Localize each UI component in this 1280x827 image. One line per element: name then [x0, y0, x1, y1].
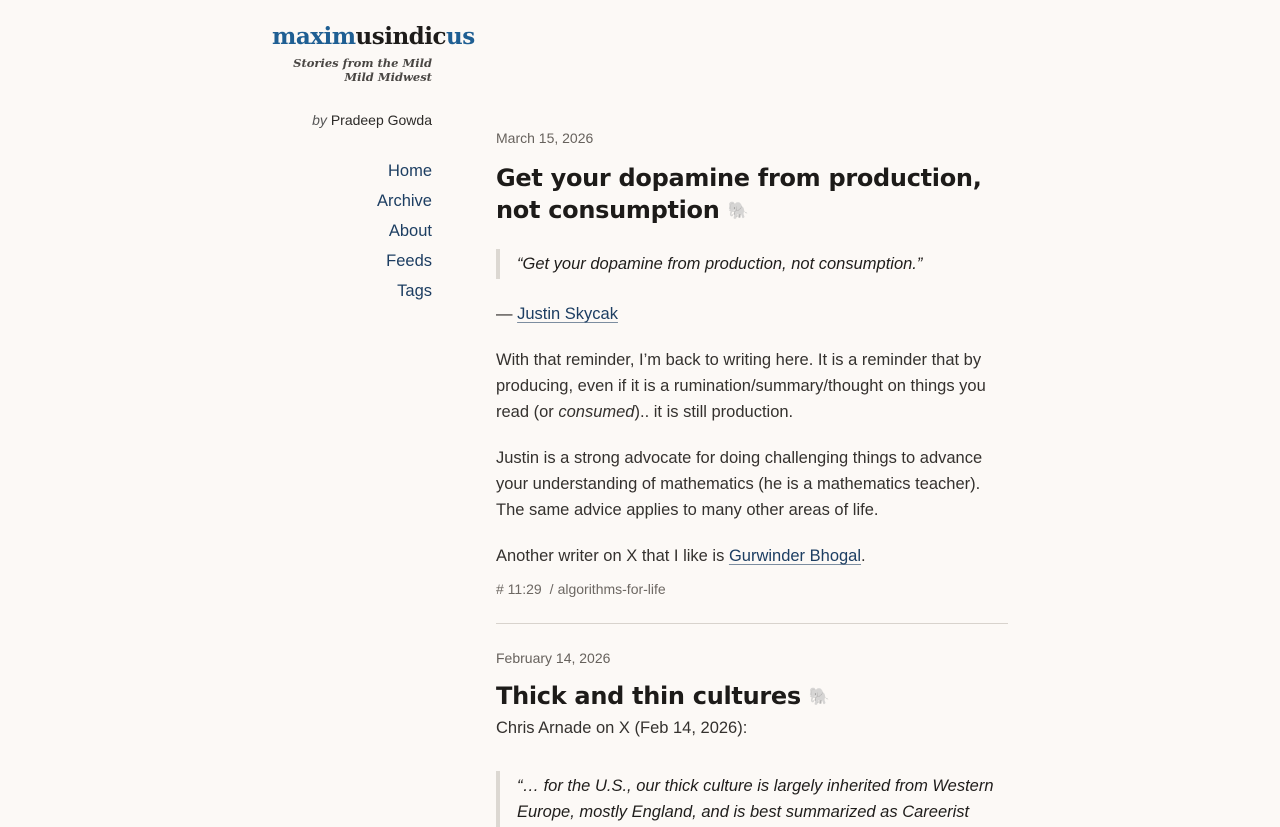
- byline-by: by: [312, 112, 327, 128]
- post-meta: [496, 579, 1008, 599]
- author-link-justin-skycak[interactable]: Justin Skycak: [517, 305, 618, 323]
- post-quote: “… for the U.S., our thick culture is largely inherited from Western Europe, mostly England, and is best summarized as Careerist: [496, 771, 1008, 827]
- elephant-icon[interactable]: 🐘: [808, 687, 830, 707]
- author-byline: [272, 112, 432, 128]
- link-gurwinder-bhogal[interactable]: Gurwinder Bhogal: [728, 547, 862, 565]
- post-paragraph: [496, 347, 1008, 425]
- elephant-icon[interactable]: 🐘: [727, 201, 749, 221]
- sidebar: [272, 22, 475, 306]
- paragraph-text: .: [861, 547, 866, 565]
- tag-separator: /: [549, 581, 554, 597]
- nav-tags[interactable]: Tags: [397, 282, 432, 300]
- post-title: [496, 162, 1008, 227]
- site-logo-link[interactable]: [272, 22, 475, 52]
- site-tagline: [272, 56, 432, 84]
- post-permalink[interactable]: # 11:29: [496, 581, 542, 597]
- nav-about[interactable]: About: [388, 222, 432, 240]
- attribution-dash: —: [496, 305, 513, 323]
- post-date: March 15, 2026: [496, 130, 594, 146]
- post-divider: [496, 623, 1008, 624]
- post-paragraph: Justin is a strong advocate for doing challenging things to advance your understanding of mathematics (he is a mathematics teacher). The same advice applies to many other areas of life.: [496, 449, 983, 519]
- quote-attribution: [496, 301, 1008, 327]
- paragraph-text: ).. it is still production.: [634, 403, 794, 421]
- post-article: [496, 648, 1008, 827]
- post-date: February 14, 2026: [496, 650, 611, 666]
- paragraph-text: With that reminder, I’m back to writing here. It is a reminder that by producing, even if it is a rumination/summary/thought on things you read (or: [496, 351, 986, 421]
- tagline-line-2: Mild Midwest: [344, 70, 432, 84]
- post-tag[interactable]: algorithms-for-life: [557, 581, 666, 597]
- nav-feeds[interactable]: Feeds: [386, 252, 432, 270]
- nav-home[interactable]: Home: [387, 162, 432, 180]
- tagline-line-1: Stories from the Mild: [293, 56, 432, 70]
- post-article: [496, 128, 1008, 599]
- post-quote: “Get your dopamine from production, not consumption.”: [496, 249, 1008, 279]
- main-content: [496, 128, 1008, 827]
- emphasis-text: consumed: [558, 403, 635, 421]
- post-paragraph: [496, 543, 1008, 569]
- post-title: [496, 680, 1008, 713]
- site-logo: maximusindicus: [272, 23, 475, 50]
- post-title-link[interactable]: Thick and thin cultures: [496, 682, 801, 710]
- post-intro: Chris Arnade on X (Feb 14, 2026):: [496, 719, 748, 737]
- main-nav: [272, 156, 432, 306]
- paragraph-text: Another writer on X that I like is: [496, 547, 729, 565]
- author-name: Pradeep Gowda: [330, 112, 432, 128]
- nav-archive[interactable]: Archive: [376, 192, 432, 210]
- post-title-link[interactable]: Get your dopamine from production, not consumption: [496, 164, 982, 224]
